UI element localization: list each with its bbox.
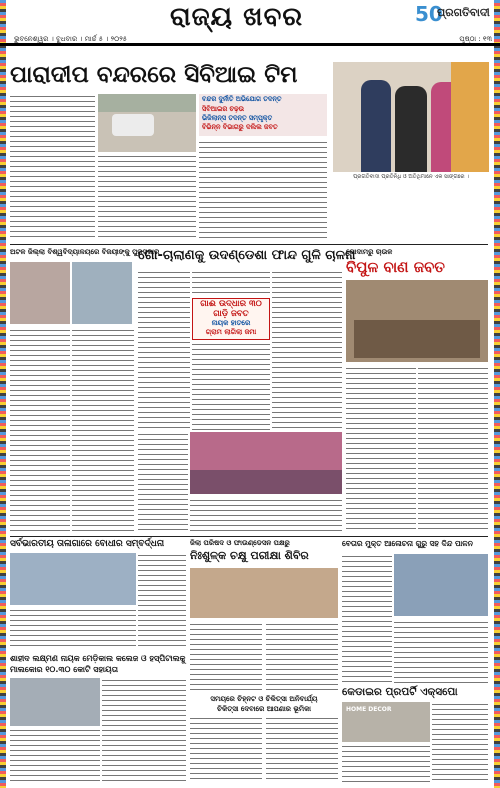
drug-headline-block (190, 694, 338, 714)
cbi-bullet-4: ବିଭିନ୍ନ ବିଭାଗରୁ ଦଲିଲ ଜବତ (202, 123, 278, 131)
drug-body-col1 (190, 716, 262, 782)
divider (10, 536, 488, 537)
grant-photo (10, 678, 100, 726)
cbi-bullet-2: ସିବିଆଇର ଚଢ଼ଉ (202, 105, 245, 113)
camp-body-col1 (190, 622, 262, 692)
sports-body-col1 (10, 328, 70, 533)
cbi-bullet-3: ଭିଜିଲାନ୍ସ ତଦନ୍ତ ସମ୍ପୃକ୍ତ (202, 114, 273, 122)
goa-callout-box (192, 298, 270, 340)
sports-photo-2 (72, 262, 132, 324)
women-photo (394, 554, 488, 616)
scheme-headline: ସର୍ବଭାରତୀୟ ତାଳାଗାରେ ବୋଧୀର ସମ୍ବର୍ଦ୍ଧନା (10, 539, 165, 549)
goa-callout-line4: ଗ୍ରାମ ଲାଗିଲା ଜମା (205, 328, 257, 336)
camp-body-col2 (266, 622, 338, 692)
goa-callout-line3: ନାୟକ ହାତରେ (211, 319, 251, 327)
page-section-title: ରାଜ୍ୟ ଖବର (170, 2, 304, 32)
expo-body-col2 (432, 702, 488, 782)
drug-headline: ସମୟରେ ଚିହ୍ନଟ ଓ ଚିକିତ୍ସା ଅନିବାର୍ଯ୍ୟ (210, 695, 318, 703)
sports-body-col2 (72, 328, 134, 533)
cbi-vehicle-photo (98, 94, 196, 152)
seizure-kicker: ଗୋଦାମରୁ ଚାଉଳ (346, 248, 393, 256)
seizure-headline: ବିପୁଳ ବାଣ ଜବତ (346, 258, 446, 276)
cbi-body-col2 (98, 154, 196, 240)
seizure-body-col1 (346, 366, 416, 532)
camp-headline: ନିଃଶୁଳ୍କ ଚକ୍ଷୁ ପରୀକ୍ଷା ଶିବିର (190, 549, 309, 562)
grant-headline: ଶାହୀଦ ଲକ୍ଷ୍ମଣ ନାୟକ ମେଡ଼ିକାଲ କଲେଜ ଓ ହସ୍ପିଟାଲକୁ ମାଲକୋର ୧୦.୩୦ କୋଟି ସହାୟତା (10, 654, 186, 674)
camp-photo (190, 568, 338, 618)
expo-body-col1 (342, 744, 430, 782)
goa-crowd-photo (190, 432, 342, 494)
women-headline: ବେତାର ମୁକ୍ତ ଆଳୋଚନା ଗୁରୁ ସହ ଦିନ୍ଦ ପାଳନ (342, 539, 473, 548)
goa-body-col2b (192, 342, 270, 430)
grant-body-col1 (10, 728, 100, 782)
sports-headline: ଅଟଳ ଜିଲ୍ଲା ବିଶ୍ୱବିଦ୍ୟାଳୟରେ ବିଜୟୀଙ୍କୁ ପୁରସ୍କାର (10, 248, 160, 256)
goa-body-col2a (192, 270, 270, 296)
cbi-headline: ପାରାଦୀପ ବନ୍ଦରରେ ସିବିଆଇ ଟିମ (10, 62, 298, 88)
sports-photo-1 (10, 262, 70, 324)
expo-headline: କେଡାଇର ପ୍ରପର୍ଟି ଏକ୍ସପୋ (342, 686, 458, 698)
scheme-body (10, 608, 136, 650)
goa-headline: ଗୋ-ଚାଲାଣକୁ ଉଦଣ୍ଡେଶା ଫାନ୍ଦ ଗୁଳି ଚାଳନା (138, 248, 356, 263)
drug-subline: ଚିକିତ୍ସା ଦେବାରେ ଆପଣାର ଭୂମିକା (217, 705, 311, 713)
dignitaries-photo (333, 62, 489, 172)
divider (10, 244, 488, 245)
goa-body-col1b (138, 432, 188, 532)
scheme-body-col2 (138, 553, 186, 650)
cbi-bullet-box (199, 94, 327, 136)
newspaper-logo (415, 2, 495, 32)
dignitaries-caption: ପ୍ରଗତିବାଦୀ ପ୍ରତିନିଧି ଓ ଅତିଥିମାନେ ଏକ ସାଙ୍ଗରେ । (353, 174, 469, 180)
women-body-col2 (394, 620, 488, 684)
logo-name: ପ୍ରଗତିବାଦୀ (437, 6, 490, 19)
expo-banner: HOME DECOR (346, 706, 392, 713)
date-text: ଭୁବନେଶ୍ୱର । ବୁଧବାର । ମାର୍ଚ୍ଚ ୫ । ୨୦୨୫ (14, 35, 128, 43)
seizure-body-col2 (418, 366, 488, 532)
cbi-body-col1 (10, 94, 95, 240)
drug-body-col2 (266, 716, 338, 782)
cbi-bullet-1: ବନ୍ଦର ଦୁର୍ନୀତି ଅଭିଯୋଗ ତଦନ୍ତ (202, 95, 282, 103)
goa-body-col3 (272, 270, 342, 430)
goa-body-col1 (138, 270, 190, 430)
expo-photo (342, 702, 430, 742)
camp-kicker: ଜିଲା ପରିଷଦ ଓ ଫାଉଣ୍ଡେସନ ପକ୍ଷରୁ (190, 539, 290, 547)
goa-callout-line1: ଗାଈ ଉଦ୍ଧାର ୩୦ (200, 299, 262, 309)
women-body-col1 (342, 554, 392, 684)
dateline (0, 34, 500, 46)
goa-body-bottom (190, 498, 342, 532)
masthead (0, 0, 500, 46)
cbi-body-col3 (199, 140, 327, 240)
page-number: ପୃଷ୍ଠା : ୧୩ (459, 35, 492, 43)
grant-body-col2 (102, 678, 186, 782)
logo-number: 50 (415, 2, 443, 26)
seizure-photo (346, 280, 488, 362)
left-register-marks (0, 0, 6, 788)
goa-callout-line2: ଗାଡ଼ି ଜବତ (213, 309, 249, 319)
scheme-photo (10, 553, 136, 605)
right-register-marks (494, 0, 500, 788)
